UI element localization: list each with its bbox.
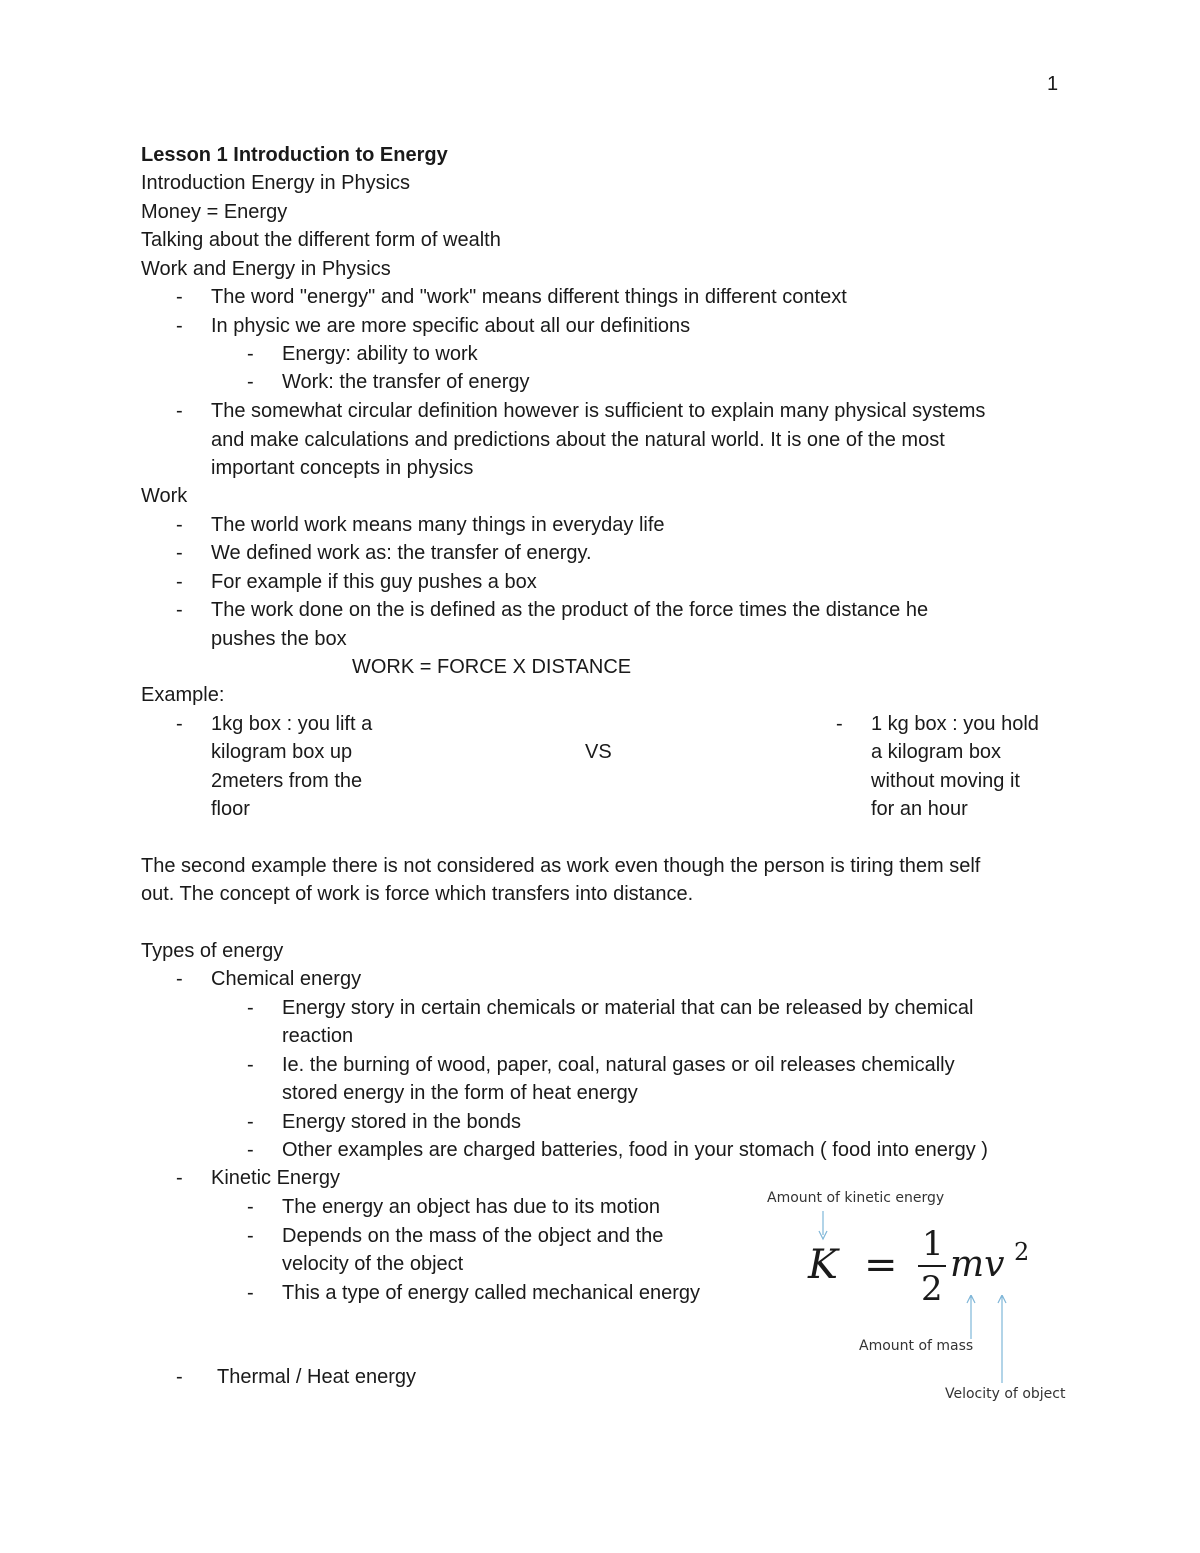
energy-type-chemical: Chemical energy — [211, 968, 362, 990]
bullet-dash: - — [176, 968, 183, 990]
example-right-line: a kilogram box — [871, 741, 1002, 763]
energy-type-thermal: Thermal / Heat energy — [217, 1366, 416, 1388]
sub-bullet-text: This a type of energy called mechanical energy — [282, 1282, 701, 1304]
intro-line: Introduction Energy in Physics — [141, 172, 411, 194]
bullet-text: For example if this guy pushes a box — [211, 571, 537, 593]
bullet-dash: - — [176, 514, 183, 536]
arrow-kinetic-icon — [817, 1211, 829, 1241]
bullet-text: In physic we are more specific about all our definitions — [211, 315, 691, 337]
sub-bullet-text: Energy stored in the bonds — [282, 1111, 522, 1133]
paragraph-line: The second example there is not considered as work even though the person is tiring them self — [141, 855, 981, 877]
equation-exponent: 2 — [1014, 1238, 1030, 1266]
bullet-dash: - — [176, 713, 183, 735]
bullet-dash: - — [176, 400, 183, 422]
bullet-text: We defined work as: the transfer of energy. — [211, 542, 592, 564]
sub-bullet-dash: - — [247, 371, 254, 393]
example-right-line: 1 kg box : you hold — [871, 713, 1039, 735]
sub-bullet-text: Work: the transfer of energy — [282, 371, 530, 393]
paragraph-line: out. The concept of work is force which transfers into distance. — [141, 883, 694, 905]
sub-bullet-dash: - — [247, 1282, 254, 1304]
sub-bullet-text: velocity of the object — [282, 1253, 464, 1275]
sub-bullet-text: stored energy in the form of heat energy — [282, 1082, 638, 1104]
bullet-dash: - — [176, 571, 183, 593]
example-left-line: 2meters from the — [211, 770, 363, 792]
bullet-text: important concepts in physics — [211, 457, 474, 479]
bullet-dash: - — [176, 542, 183, 564]
section-heading-types: Types of energy — [141, 940, 284, 962]
bullet-dash: - — [176, 1366, 183, 1388]
work-formula: WORK = FORCE X DISTANCE — [352, 656, 632, 678]
sub-bullet-text: Other examples are charged batteries, food in your stomach ( food into energy ) — [282, 1139, 988, 1161]
sub-bullet-dash: - — [247, 343, 254, 365]
sub-bullet-text: reaction — [282, 1025, 354, 1047]
equation-symbol-k: K — [808, 1242, 838, 1288]
equation-denominator: 2 — [921, 1269, 943, 1309]
bullet-text: The word "energy" and "work" means different things in different context — [211, 286, 847, 308]
sub-bullet-text: Depends on the mass of the object and the — [282, 1225, 664, 1247]
intro-line: Talking about the different form of wealth — [141, 229, 501, 251]
example-left-line: floor — [211, 798, 250, 820]
label-velocity-object: Velocity of object — [945, 1386, 1066, 1402]
sub-bullet-text: The energy an object has due to its motion — [282, 1196, 661, 1218]
bullet-text: The work done on the is defined as the product of the force times the distance he — [211, 599, 929, 621]
example-right-line: for an hour — [871, 798, 968, 820]
arrow-mass-icon — [965, 1295, 977, 1341]
equation-mv: mv — [950, 1244, 1005, 1285]
intro-line: Money = Energy — [141, 201, 288, 223]
example-left-line: kilogram box up — [211, 741, 353, 763]
bullet-text: The world work means many things in everyday life — [211, 514, 665, 536]
sub-bullet-text: Energy story in certain chemicals or material that can be released by chemical — [282, 997, 974, 1019]
equation-numerator: 1 — [922, 1224, 944, 1264]
label-amount-mass: Amount of mass — [859, 1338, 974, 1354]
sub-bullet-dash: - — [247, 1139, 254, 1161]
example-right-line: without moving it — [871, 770, 1020, 792]
bullet-text: and make calculations and predictions about the natural world. It is one of the most — [211, 429, 945, 451]
section-heading-work-energy: Work and Energy in Physics — [141, 258, 391, 280]
energy-type-kinetic: Kinetic Energy — [211, 1167, 340, 1189]
arrow-velocity-icon — [996, 1295, 1008, 1385]
bullet-dash: - — [836, 713, 843, 735]
sub-bullet-dash: - — [247, 1225, 254, 1247]
sub-bullet-dash: - — [247, 1111, 254, 1133]
label-amount-kinetic-energy: Amount of kinetic energy — [767, 1190, 945, 1206]
fraction-bar — [918, 1265, 946, 1267]
sub-bullet-dash: - — [247, 997, 254, 1019]
sub-bullet-text: Ie. the burning of wood, paper, coal, natural gases or oil releases chemically — [282, 1054, 955, 1076]
example-left-line: 1kg box : you lift a — [211, 713, 373, 735]
bullet-dash: - — [176, 315, 183, 337]
bullet-text: pushes the box — [211, 628, 347, 650]
kinetic-energy-equation-figure — [760, 1185, 1080, 1405]
sub-bullet-dash: - — [247, 1054, 254, 1076]
lesson-title: Lesson 1 Introduction to Energy — [141, 144, 448, 166]
equation-equals: = — [864, 1242, 898, 1288]
bullet-dash: - — [176, 1167, 183, 1189]
example-vs: VS — [585, 741, 612, 763]
bullet-dash: - — [176, 286, 183, 308]
bullet-text: The somewhat circular definition however is sufficient to explain many physical systems — [211, 400, 986, 422]
sub-bullet-text: Energy: ability to work — [282, 343, 478, 365]
sub-bullet-dash: - — [247, 1196, 254, 1218]
bullet-dash: - — [176, 599, 183, 621]
page-number: 1 — [1047, 73, 1059, 95]
example-heading: Example: — [141, 684, 225, 706]
section-heading-work: Work — [141, 485, 188, 507]
